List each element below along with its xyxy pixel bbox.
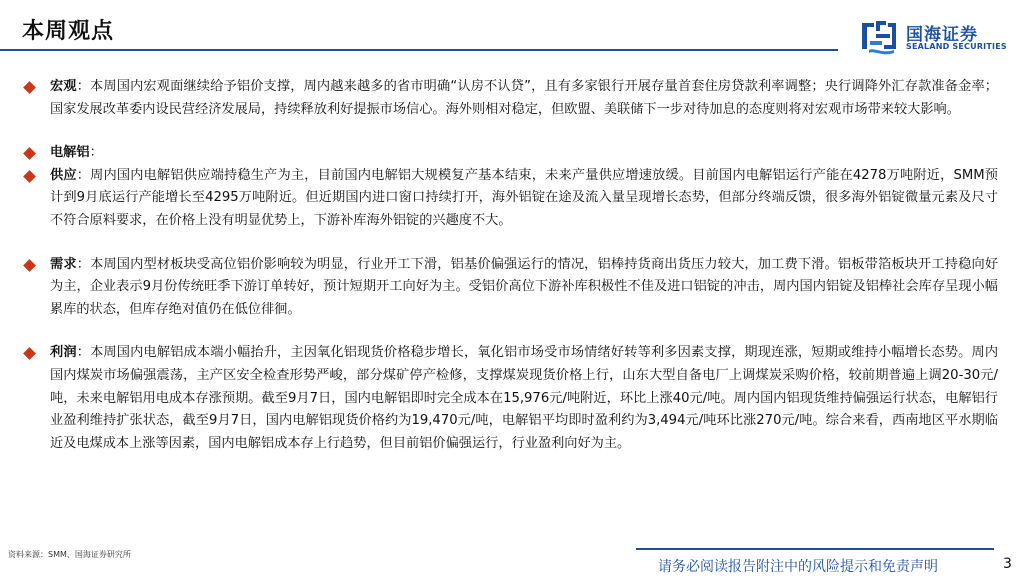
bullet-text: ：本周国内电解铝成本端小幅抬升，主因氧化铝现货价格稳步增长，氧化铝市场受市场情绪好转等利多因素支撑，期现连涨，短期或维持小幅增长态势。周内国内煤炭市场偏强震荡，主产区安全检查形势严峻，部分煤矿停产检修，支撑煤炭现货价格上行，山东大型自备电厂上调煤炭采购价格，较前期普遍上调20-30元/吨，未来电解铝用电成本存涨预期。截至9月7日，国内电解铝即时完全成本在15,976元/吨附近，环比上涨40元/吨。周内国内铝现货维持偏强运行状态，电解铝行业盈利维持扩张状态，截至9月7日，国内电解铝现货价格约为19,470元/吨，电解铝平均即时盈利约为3,494元/吨环比涨270元/吨。综合来看，西南地区平水期临近及电煤成本上涨等因素，国内电解铝成本存上行趋势，但目前铝价偏强运行，行业盈利向好为主。 (50, 345, 999, 451)
disclaimer-text: 请务必阅读报告附注中的风险提示和免责声明 (658, 559, 938, 575)
bullet-text: ：本周国内宏观面继续给予铝价支撑，周内越来越多的省市明确“认房不认贷”，且有多家银行开展存量首套住房贷款利率调整；央行调降外汇存款准备金率；国家发展改革委内设民营经济发展局，持续释放利好提振市场信心。海外则相对稳定，但欧盟、美联储下一步对待加息的态度则将对宏观市场带来较大影响。 (50, 79, 998, 117)
bullet-term: 供应 (50, 167, 77, 183)
diamond-bullet-icon (23, 81, 36, 94)
sealand-logo-icon (860, 19, 898, 55)
bullet-term: 利润 (50, 345, 77, 361)
title-divider (0, 49, 838, 51)
bullet-text: ：周内国内电解铝供应端持稳生产为主，目前国内电解铝大规模复产基本结束，未来产量供应增速放缓。目前国内电解铝运行产能在4278万吨附近，SMM预计到9月底运行产能增长至4295万吨附近。但近期国内进口窗口持续打开，海外铝锭在途及流入量呈现增长态势，但部分终端反馈，很多海外铝锭微量元素及尺寸不符合原料要求，在价格上没有明显优势上，下游补库海外铝锭的兴趣度不大。 (50, 167, 998, 228)
company-logo (860, 18, 1010, 56)
logo-chinese-name: 国海证券 (906, 25, 978, 45)
data-source-note: 资料来源：SMM、国海证券研究所 (8, 550, 131, 559)
bullet-term: 宏观 (50, 79, 77, 94)
diamond-bullet-icon (23, 170, 36, 183)
page-number: 3 (1003, 556, 1012, 572)
bullet-text: ： (89, 145, 103, 161)
bullet-electrolytic-aluminum (22, 142, 998, 165)
bullet-demand (22, 254, 998, 322)
bullet-macro (22, 76, 998, 121)
diamond-bullet-icon (23, 259, 36, 272)
bullet-supply (22, 165, 998, 233)
bullet-term: 电解铝 (50, 145, 90, 161)
page-title: 本周观点 (22, 19, 115, 44)
bullet-term: 需求 (50, 256, 77, 272)
bullet-profit (22, 342, 998, 455)
bullet-text: ：本周国内型材板块受高位铝价影响较为明显，行业开工下滑，铝基价偏强运行的情况，铝棒持货商出货压力较大，加工费下滑。铝板带箔板块开工持稳向好为主，企业表示9月份传统旺季下游订单转好，预计短期开工向好为主。受铝价高位下游补库积极性不佳及进口铝锭的冲击，周内国内铝锭及铝棒社会库存呈现小幅累库的状态，但库存绝对值仍在低位徘徊。 (50, 256, 999, 317)
logo-english-name: SEALAND SECURITIES (906, 42, 1007, 51)
footer-divider (636, 548, 994, 550)
diamond-bullet-icon (23, 347, 36, 360)
diamond-bullet-icon (23, 147, 36, 160)
weekly-view-content (22, 76, 998, 455)
